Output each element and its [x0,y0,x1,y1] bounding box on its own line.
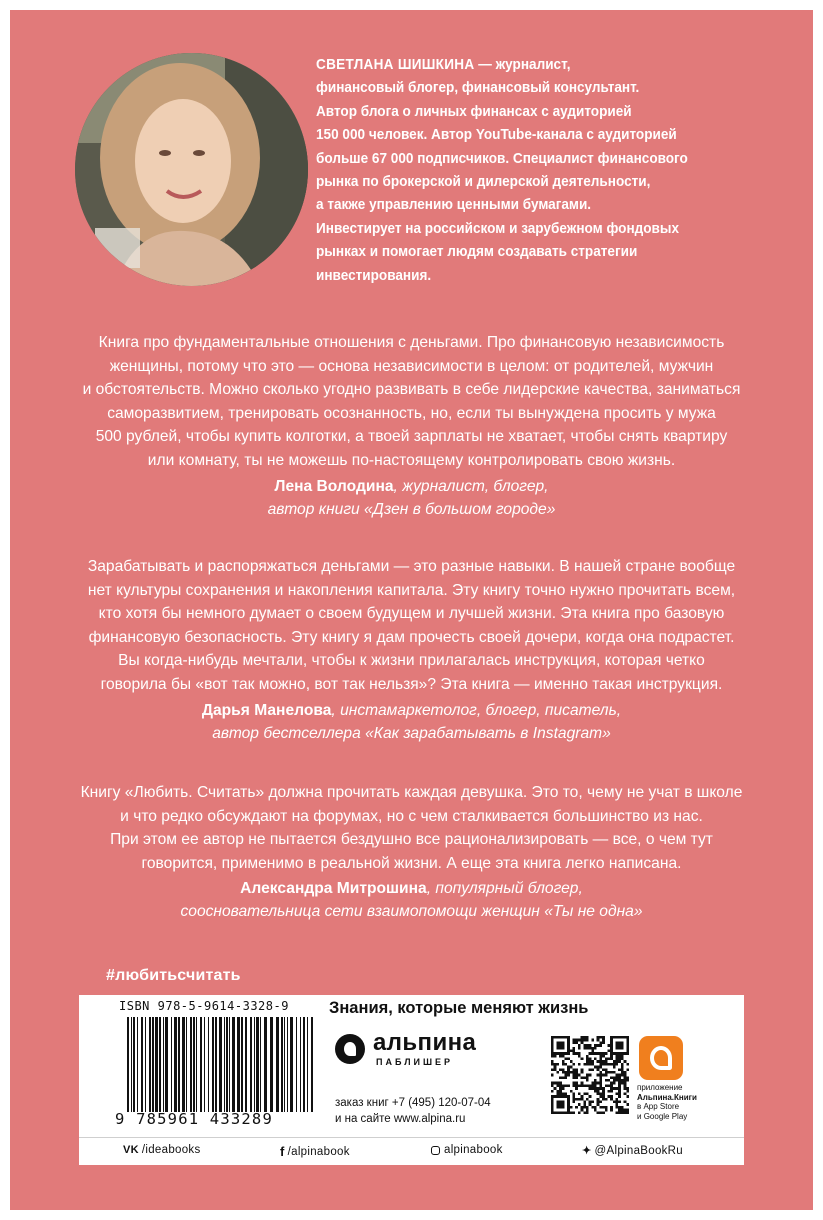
facebook-icon: f [280,1144,285,1159]
author-bio-line: Автор блога о личных финансах с аудиторией [316,103,632,120]
author-bio-line: а также управлению ценными бумагами. [316,197,592,214]
social-facebook-label: /alpinabook [287,1145,350,1158]
reviewer-role-2: автор бестселлера «Как зарабатывать в Instagram» [212,724,611,742]
barcode-digits: 9 785961 433289 [115,1110,273,1128]
author-bio-line: рынка по брокерской и дилерской деятельности, [316,174,651,191]
app-promo [637,1083,727,1121]
app-promo-line: приложение [637,1083,683,1092]
social-facebook[interactable] [280,1144,350,1159]
reviewer-name: Лена Володина [274,477,394,495]
vk-icon: VK [123,1144,139,1156]
publisher-panel [79,995,744,1165]
author-bio-line: больше 67 000 подписчиков. Специалист финансового [316,150,688,167]
author-bio-line: рынках и помогает людям создавать стратегии [316,244,638,261]
reviewer-role: , популярный блогер, [426,880,583,898]
quote-line: нет культуры сохранения и накопления капитала. Эту книгу точно нужно прочитать всем, [87,581,736,599]
instagram-icon [431,1146,440,1155]
quote-line: Книгу «Любить. Считать» должна прочитать каждая девушка. Это то, чему не учат в школе [80,784,743,801]
quote-attribution-line2 [40,722,783,745]
social-instagram[interactable] [431,1144,503,1156]
social-vk-label: /ideabooks [141,1144,201,1156]
social-links [79,1137,744,1164]
quote-line: Вы когда-нибудь мечтали, чтобы к жизни прилагалась инструкция, которая четко [118,652,705,670]
reviewer-role: , инстамаркетолог, блогер, писатель, [331,701,622,719]
twitter-icon: ✦ [582,1145,592,1157]
app-name: Альпина.Книги [637,1092,697,1102]
quote-line: кто хотя бы немного думает о своем будущем и лучшей жизни. Эта книга про базовую [98,605,725,623]
quote-attribution-line2 [40,498,783,521]
review-quote-1 [40,331,783,521]
social-twitter[interactable] [582,1144,683,1157]
alpina-logo-icon [335,1034,365,1064]
order-phone: заказ книг +7 (495) 120-07-04 [335,1097,491,1109]
social-instagram-label: alpinabook [444,1144,503,1156]
quote-line: финансовую безопасность. Эту книгу я дам прочесть своей дочери, когда она подрастет. [88,628,735,646]
quote-attribution-line2 [40,900,783,923]
order-site: и на сайте www.alpina.ru [335,1113,466,1125]
qr-code-icon [551,1036,629,1114]
reviewer-role-2: автор книги «Дзен в большом городе» [267,500,556,518]
quote-line: При этом ее автор не пытается бездушно все рационализировать — все, о чем тут [110,831,713,849]
review-quote-3 [40,781,783,923]
author-bio-line: Инвестирует на российском и зарубежном фондовых [316,220,680,237]
barcode [125,1017,315,1112]
reviewer-role-2: соосновательница сети взаимопомощи женщин «Ты не одна» [180,903,643,921]
quote-line: 500 рублей, чтобы купить колготки, а твоей зарплаты не хватает, чтобы снять квартиру [95,428,728,446]
author-portrait-image [75,53,308,286]
quote-attribution [40,699,783,722]
quote-attribution [40,877,783,900]
reviewer-role: , журналист, блогер, [393,477,549,495]
quote-line: говорила бы «вот так можно, вот так нельзя»? Эта книга — именно такая инструкция. [100,675,723,693]
quote-line: Книга про фундаментальные отношения с деньгами. Про финансовую независимость [98,334,725,351]
reviewer-name: Дарья Манелова [201,701,332,719]
author-bio-line: финансовый блогер, финансовый консультант. [316,80,640,97]
publisher-name: альпина [373,1029,477,1056]
review-quote-2 [40,555,783,745]
isbn-text: ISBN 978-5-9614-3328-9 [119,999,289,1013]
reviewer-name: Александра Митрошина [240,880,427,898]
quote-line: говорится, применимо в реальной жизни. А еще эта книга легко написана. [141,854,682,872]
publisher-subname: ПАБЛИШЕР [376,1057,454,1067]
app-promo-line: в App Store [637,1102,680,1111]
quote-attribution [40,475,783,498]
quote-line: саморазвитием, тренировать осознанность, но, если ты вынуждена просить у мужа [107,404,716,422]
quote-line: и обстоятельств. Можно сколько угодно развивать в себе лидерские качества, заниматься [82,381,741,399]
social-vk[interactable] [123,1144,201,1156]
app-promo-line: и Google Play [637,1111,688,1121]
quote-line: Зарабатывать и распоряжаться деньгами — это разные навыки. В нашей стране вообще [87,558,736,575]
quote-line: или комнату, ты не можешь по-настоящему контролировать свою жизнь. [147,451,676,469]
quote-line: женщины, потому что это — основа независимости в целом: от родителей, мужчин [109,357,714,375]
author-bio-line: 150 000 человек. Автор YouTube-канала с аудиторией [316,127,677,144]
author-bio [316,54,725,288]
social-twitter-label: @AlpinaBookRu [594,1144,683,1157]
author-bio-line: инвестирования. [316,267,432,284]
hashtag: #любитьсчитать [106,967,241,984]
app-icon [639,1036,683,1080]
quote-line: и что редко обсуждают на форумах, но с чем сталкивается большинство из нас. [120,807,703,825]
back-cover [10,10,813,1210]
author-name: СВЕТЛАНА ШИШКИНА [316,57,475,73]
publisher-slogan: Знания, которые меняют жизнь [329,999,589,1017]
author-photo [75,53,308,286]
order-info [335,1095,491,1127]
author-bio-line: — журналист, [474,57,571,73]
